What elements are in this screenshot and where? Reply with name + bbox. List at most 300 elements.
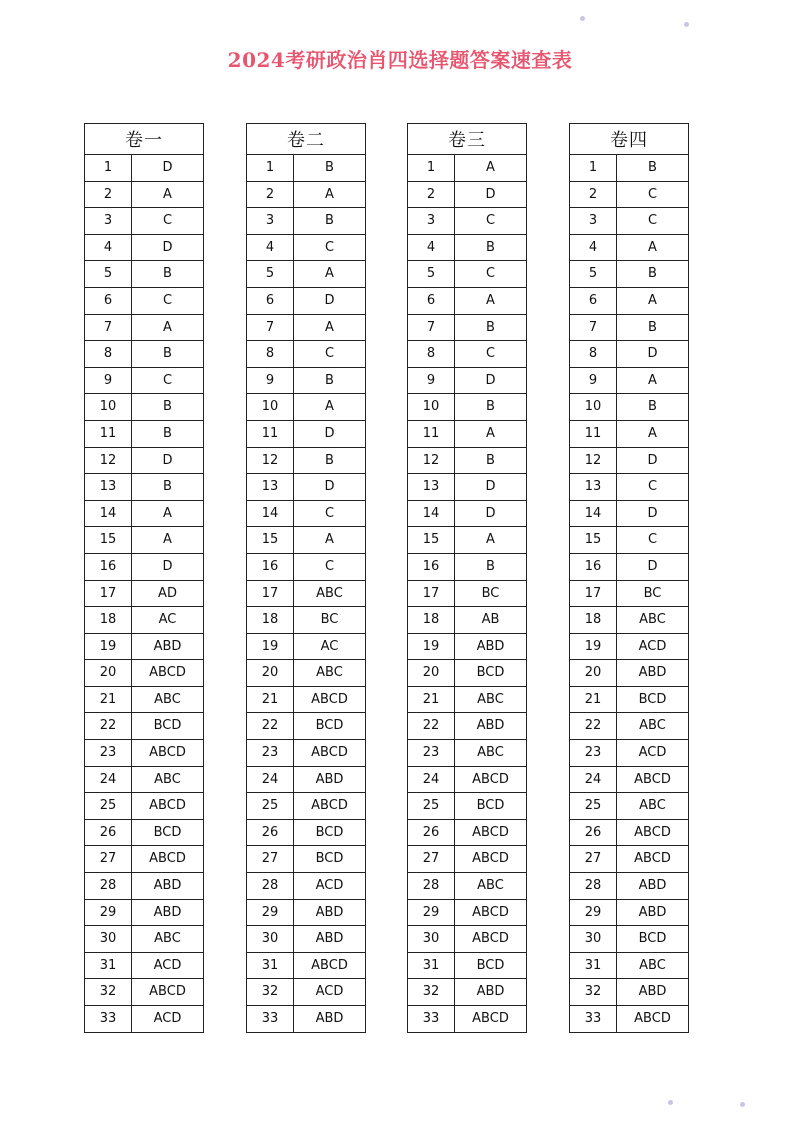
table-row [85, 686, 204, 713]
table-row [570, 819, 689, 846]
table-row [570, 367, 689, 394]
answer-cell: D [132, 447, 204, 474]
answer-cell: D [455, 181, 527, 208]
answer-cell: A [617, 367, 689, 394]
answer-cell: AB [455, 607, 527, 634]
question-number: 14 [408, 500, 455, 527]
table-row [247, 740, 366, 767]
answer-cell: B [455, 314, 527, 341]
question-number: 7 [247, 314, 294, 341]
table-row [570, 181, 689, 208]
answer-cell: B [617, 261, 689, 288]
answer-cell: ABCD [455, 1006, 527, 1033]
question-number: 31 [247, 952, 294, 979]
table-row [570, 979, 689, 1006]
table-row [247, 394, 366, 421]
answer-cell: C [455, 341, 527, 368]
table-row [408, 660, 527, 687]
answer-cell: ABCD [132, 846, 204, 873]
table-row [85, 447, 204, 474]
question-number: 28 [85, 873, 132, 900]
table-row [570, 793, 689, 820]
table-row [408, 819, 527, 846]
answer-cell: ABC [455, 740, 527, 767]
question-number: 6 [85, 287, 132, 314]
question-number: 14 [570, 500, 617, 527]
question-number: 24 [247, 766, 294, 793]
table-row [408, 420, 527, 447]
table-row [85, 580, 204, 607]
question-number: 1 [247, 155, 294, 182]
table-row [570, 766, 689, 793]
answer-cell: B [455, 447, 527, 474]
question-number: 31 [85, 952, 132, 979]
table-row [408, 580, 527, 607]
table-row [85, 314, 204, 341]
answer-cell: C [455, 208, 527, 235]
table-row [247, 314, 366, 341]
question-number: 19 [85, 633, 132, 660]
answer-cell: A [455, 155, 527, 182]
table-row [85, 208, 204, 235]
question-number: 12 [408, 447, 455, 474]
table-row [85, 899, 204, 926]
answer-cell: ABCD [455, 899, 527, 926]
answer-table-2 [246, 123, 366, 1033]
answer-cell: ABC [455, 686, 527, 713]
paper-title: 卷一 [85, 124, 204, 155]
answer-cell: A [294, 181, 366, 208]
answer-cell: ABD [455, 979, 527, 1006]
question-number: 2 [408, 181, 455, 208]
question-number: 8 [570, 341, 617, 368]
question-number: 29 [247, 899, 294, 926]
table-row [570, 660, 689, 687]
question-number: 9 [408, 367, 455, 394]
answer-cell: A [455, 287, 527, 314]
table-row [570, 607, 689, 634]
table-row [570, 873, 689, 900]
table-row [247, 846, 366, 873]
answer-cell: ABCD [617, 819, 689, 846]
question-number: 3 [408, 208, 455, 235]
question-number: 31 [570, 952, 617, 979]
answer-cell: BCD [294, 819, 366, 846]
table-row [570, 474, 689, 501]
table-row [570, 287, 689, 314]
question-number: 27 [247, 846, 294, 873]
question-number: 10 [408, 394, 455, 421]
answer-cell: ABC [132, 686, 204, 713]
question-number: 5 [408, 261, 455, 288]
question-number: 20 [408, 660, 455, 687]
table-row [247, 527, 366, 554]
answer-cell: C [617, 527, 689, 554]
question-number: 18 [570, 607, 617, 634]
table-row [570, 527, 689, 554]
answer-cell: B [455, 553, 527, 580]
question-number: 9 [85, 367, 132, 394]
question-number: 22 [85, 713, 132, 740]
table-row [85, 607, 204, 634]
question-number: 24 [408, 766, 455, 793]
table-row [408, 740, 527, 767]
question-number: 27 [408, 846, 455, 873]
question-number: 7 [85, 314, 132, 341]
table-row [247, 899, 366, 926]
table-row [408, 793, 527, 820]
answer-cell: C [132, 287, 204, 314]
table-row [408, 474, 527, 501]
table-row [247, 553, 366, 580]
answer-cell: D [294, 474, 366, 501]
question-number: 16 [408, 553, 455, 580]
table-row [85, 155, 204, 182]
question-number: 2 [247, 181, 294, 208]
answer-cell: B [617, 394, 689, 421]
answer-cell: ABD [294, 926, 366, 953]
question-number: 1 [408, 155, 455, 182]
answer-cell: A [455, 527, 527, 554]
table-row [408, 873, 527, 900]
answer-cell: C [617, 208, 689, 235]
table-row [408, 394, 527, 421]
answer-cell: BCD [455, 660, 527, 687]
paper-title: 卷二 [247, 124, 366, 155]
table-row [570, 740, 689, 767]
question-number: 4 [85, 234, 132, 261]
table-row [570, 686, 689, 713]
table-row [570, 394, 689, 421]
answer-cell: ABC [617, 793, 689, 820]
question-number: 12 [85, 447, 132, 474]
answer-cell: BCD [455, 952, 527, 979]
table-row [570, 633, 689, 660]
question-number: 3 [247, 208, 294, 235]
table-row [247, 208, 366, 235]
question-number: 23 [247, 740, 294, 767]
table-row [85, 979, 204, 1006]
table-row [247, 341, 366, 368]
question-number: 29 [570, 899, 617, 926]
table-row [85, 1006, 204, 1033]
answer-cell: ACD [294, 979, 366, 1006]
answer-cell: A [132, 527, 204, 554]
answer-cell: D [294, 420, 366, 447]
answer-cell: ABD [294, 766, 366, 793]
question-number: 27 [85, 846, 132, 873]
answer-cell: ACD [294, 873, 366, 900]
table-row [247, 793, 366, 820]
answer-cell: BCD [294, 846, 366, 873]
answer-cell: B [617, 314, 689, 341]
question-number: 28 [408, 873, 455, 900]
table-row [570, 500, 689, 527]
answer-cell: ABC [294, 580, 366, 607]
table-row [408, 979, 527, 1006]
question-number: 1 [85, 155, 132, 182]
question-number: 15 [408, 527, 455, 554]
question-number: 28 [247, 873, 294, 900]
table-row [85, 633, 204, 660]
table-row [570, 420, 689, 447]
table-row [85, 660, 204, 687]
table-row [85, 341, 204, 368]
question-number: 30 [85, 926, 132, 953]
table-row [408, 1006, 527, 1033]
answer-cell: ABD [132, 873, 204, 900]
table-row [85, 234, 204, 261]
question-number: 10 [85, 394, 132, 421]
question-number: 13 [408, 474, 455, 501]
answer-cell: C [132, 367, 204, 394]
question-number: 4 [247, 234, 294, 261]
question-number: 4 [408, 234, 455, 261]
answer-table-3 [407, 123, 527, 1033]
question-number: 9 [247, 367, 294, 394]
answer-cell: BC [294, 607, 366, 634]
question-number: 29 [408, 899, 455, 926]
answer-cell: A [132, 500, 204, 527]
table-row [247, 447, 366, 474]
answer-cell: C [617, 181, 689, 208]
question-number: 21 [247, 686, 294, 713]
question-number: 6 [408, 287, 455, 314]
table-row [408, 261, 527, 288]
answer-cell: ABCD [455, 846, 527, 873]
table-row [247, 287, 366, 314]
question-number: 8 [408, 341, 455, 368]
question-number: 25 [570, 793, 617, 820]
table-row [85, 367, 204, 394]
answer-cell: ABCD [294, 740, 366, 767]
answer-cell: A [294, 261, 366, 288]
question-number: 26 [408, 819, 455, 846]
question-number: 8 [247, 341, 294, 368]
answer-cell: ABC [617, 713, 689, 740]
table-row [85, 394, 204, 421]
question-number: 25 [408, 793, 455, 820]
table-row [247, 420, 366, 447]
table-row [408, 553, 527, 580]
question-number: 30 [408, 926, 455, 953]
answer-cell: B [132, 261, 204, 288]
answer-cell: ABC [455, 873, 527, 900]
answer-cell: D [617, 341, 689, 368]
question-number: 14 [247, 500, 294, 527]
answer-cell: B [132, 420, 204, 447]
question-number: 1 [570, 155, 617, 182]
answer-cell: ACD [132, 1006, 204, 1033]
table-row [408, 607, 527, 634]
table-row [247, 819, 366, 846]
question-number: 3 [85, 208, 132, 235]
answer-cell: ABCD [132, 793, 204, 820]
question-number: 27 [570, 846, 617, 873]
answer-cell: ABCD [455, 926, 527, 953]
question-number: 5 [247, 261, 294, 288]
question-number: 15 [85, 527, 132, 554]
question-number: 13 [570, 474, 617, 501]
answer-cell: ABD [617, 899, 689, 926]
table-row [247, 474, 366, 501]
table-row [85, 873, 204, 900]
table-row [247, 607, 366, 634]
question-number: 3 [570, 208, 617, 235]
question-number: 28 [570, 873, 617, 900]
table-row [570, 234, 689, 261]
answer-cell: A [455, 420, 527, 447]
answer-cell: B [455, 394, 527, 421]
answer-cell: A [294, 394, 366, 421]
table-row [85, 287, 204, 314]
answer-cell: C [294, 341, 366, 368]
question-number: 11 [247, 420, 294, 447]
answer-cell: ABD [294, 1006, 366, 1033]
answer-cell: AC [132, 607, 204, 634]
answer-cell: ABCD [132, 740, 204, 767]
answer-cell: C [455, 261, 527, 288]
question-number: 21 [85, 686, 132, 713]
table-row [408, 899, 527, 926]
question-number: 32 [570, 979, 617, 1006]
question-number: 33 [247, 1006, 294, 1033]
question-number: 33 [408, 1006, 455, 1033]
table-row [247, 261, 366, 288]
answer-cell: B [132, 474, 204, 501]
question-number: 23 [85, 740, 132, 767]
question-number: 16 [570, 553, 617, 580]
question-number: 7 [570, 314, 617, 341]
table-row [408, 314, 527, 341]
question-number: 19 [408, 633, 455, 660]
table-row [247, 1006, 366, 1033]
question-number: 18 [408, 607, 455, 634]
answer-cell: A [294, 527, 366, 554]
table-row [408, 686, 527, 713]
answer-cell: C [617, 474, 689, 501]
question-number: 24 [85, 766, 132, 793]
table-row [408, 234, 527, 261]
question-number: 32 [247, 979, 294, 1006]
answer-cell: D [617, 447, 689, 474]
table-row [570, 314, 689, 341]
answer-cell: ABCD [617, 766, 689, 793]
table-row [247, 873, 366, 900]
answer-cell: BCD [617, 686, 689, 713]
answer-cell: D [617, 553, 689, 580]
answer-cell: B [294, 447, 366, 474]
table-row [570, 1006, 689, 1033]
table-row [247, 686, 366, 713]
question-number: 11 [570, 420, 617, 447]
table-row [247, 580, 366, 607]
table-row [408, 367, 527, 394]
question-number: 21 [408, 686, 455, 713]
table-row [408, 155, 527, 182]
question-number: 10 [247, 394, 294, 421]
answer-cell: BC [617, 580, 689, 607]
answer-cell: D [294, 287, 366, 314]
table-row [85, 740, 204, 767]
question-number: 18 [247, 607, 294, 634]
answer-cell: ABC [617, 952, 689, 979]
answer-cell: A [132, 314, 204, 341]
paper-title: 卷三 [408, 124, 527, 155]
question-number: 16 [85, 553, 132, 580]
answer-table-4 [569, 123, 689, 1033]
answer-cell: C [132, 208, 204, 235]
answer-cell: B [294, 155, 366, 182]
paper-title: 卷四 [570, 124, 689, 155]
table-row [85, 926, 204, 953]
question-number: 16 [247, 553, 294, 580]
answer-table-1 [84, 123, 204, 1033]
answer-cell: BC [455, 580, 527, 607]
answer-cell: ABC [132, 926, 204, 953]
question-number: 15 [570, 527, 617, 554]
table-row [247, 713, 366, 740]
answer-cell: ABD [617, 979, 689, 1006]
answer-cell: A [617, 420, 689, 447]
table-row [408, 633, 527, 660]
question-number: 12 [570, 447, 617, 474]
answer-cell: D [132, 234, 204, 261]
answer-cell: B [617, 155, 689, 182]
answer-cell: BCD [294, 713, 366, 740]
question-number: 6 [247, 287, 294, 314]
question-number: 17 [247, 580, 294, 607]
question-number: 22 [247, 713, 294, 740]
question-number: 26 [570, 819, 617, 846]
answer-cell: ABCD [455, 766, 527, 793]
table-row [85, 766, 204, 793]
answer-cell: B [132, 394, 204, 421]
answer-cell: ABD [455, 713, 527, 740]
table-row [85, 181, 204, 208]
table-row [570, 926, 689, 953]
table-row [85, 819, 204, 846]
answer-cell: ABCD [617, 1006, 689, 1033]
table-row [85, 846, 204, 873]
answer-cell: ABCD [294, 793, 366, 820]
table-row [247, 500, 366, 527]
table-row [408, 447, 527, 474]
table-row [408, 500, 527, 527]
decorative-dot [684, 22, 689, 27]
question-number: 18 [85, 607, 132, 634]
table-row [247, 660, 366, 687]
answer-cell: ABCD [455, 819, 527, 846]
question-number: 14 [85, 500, 132, 527]
question-number: 30 [570, 926, 617, 953]
table-row [570, 846, 689, 873]
table-row [408, 766, 527, 793]
table-row [570, 261, 689, 288]
table-row [85, 261, 204, 288]
answer-cell: D [455, 500, 527, 527]
question-number: 23 [408, 740, 455, 767]
answer-cell: ABCD [294, 686, 366, 713]
answer-cell: A [132, 181, 204, 208]
question-number: 11 [408, 420, 455, 447]
question-number: 17 [570, 580, 617, 607]
table-row [570, 899, 689, 926]
question-number: 7 [408, 314, 455, 341]
question-number: 25 [247, 793, 294, 820]
table-row [85, 793, 204, 820]
answer-cell: AD [132, 580, 204, 607]
